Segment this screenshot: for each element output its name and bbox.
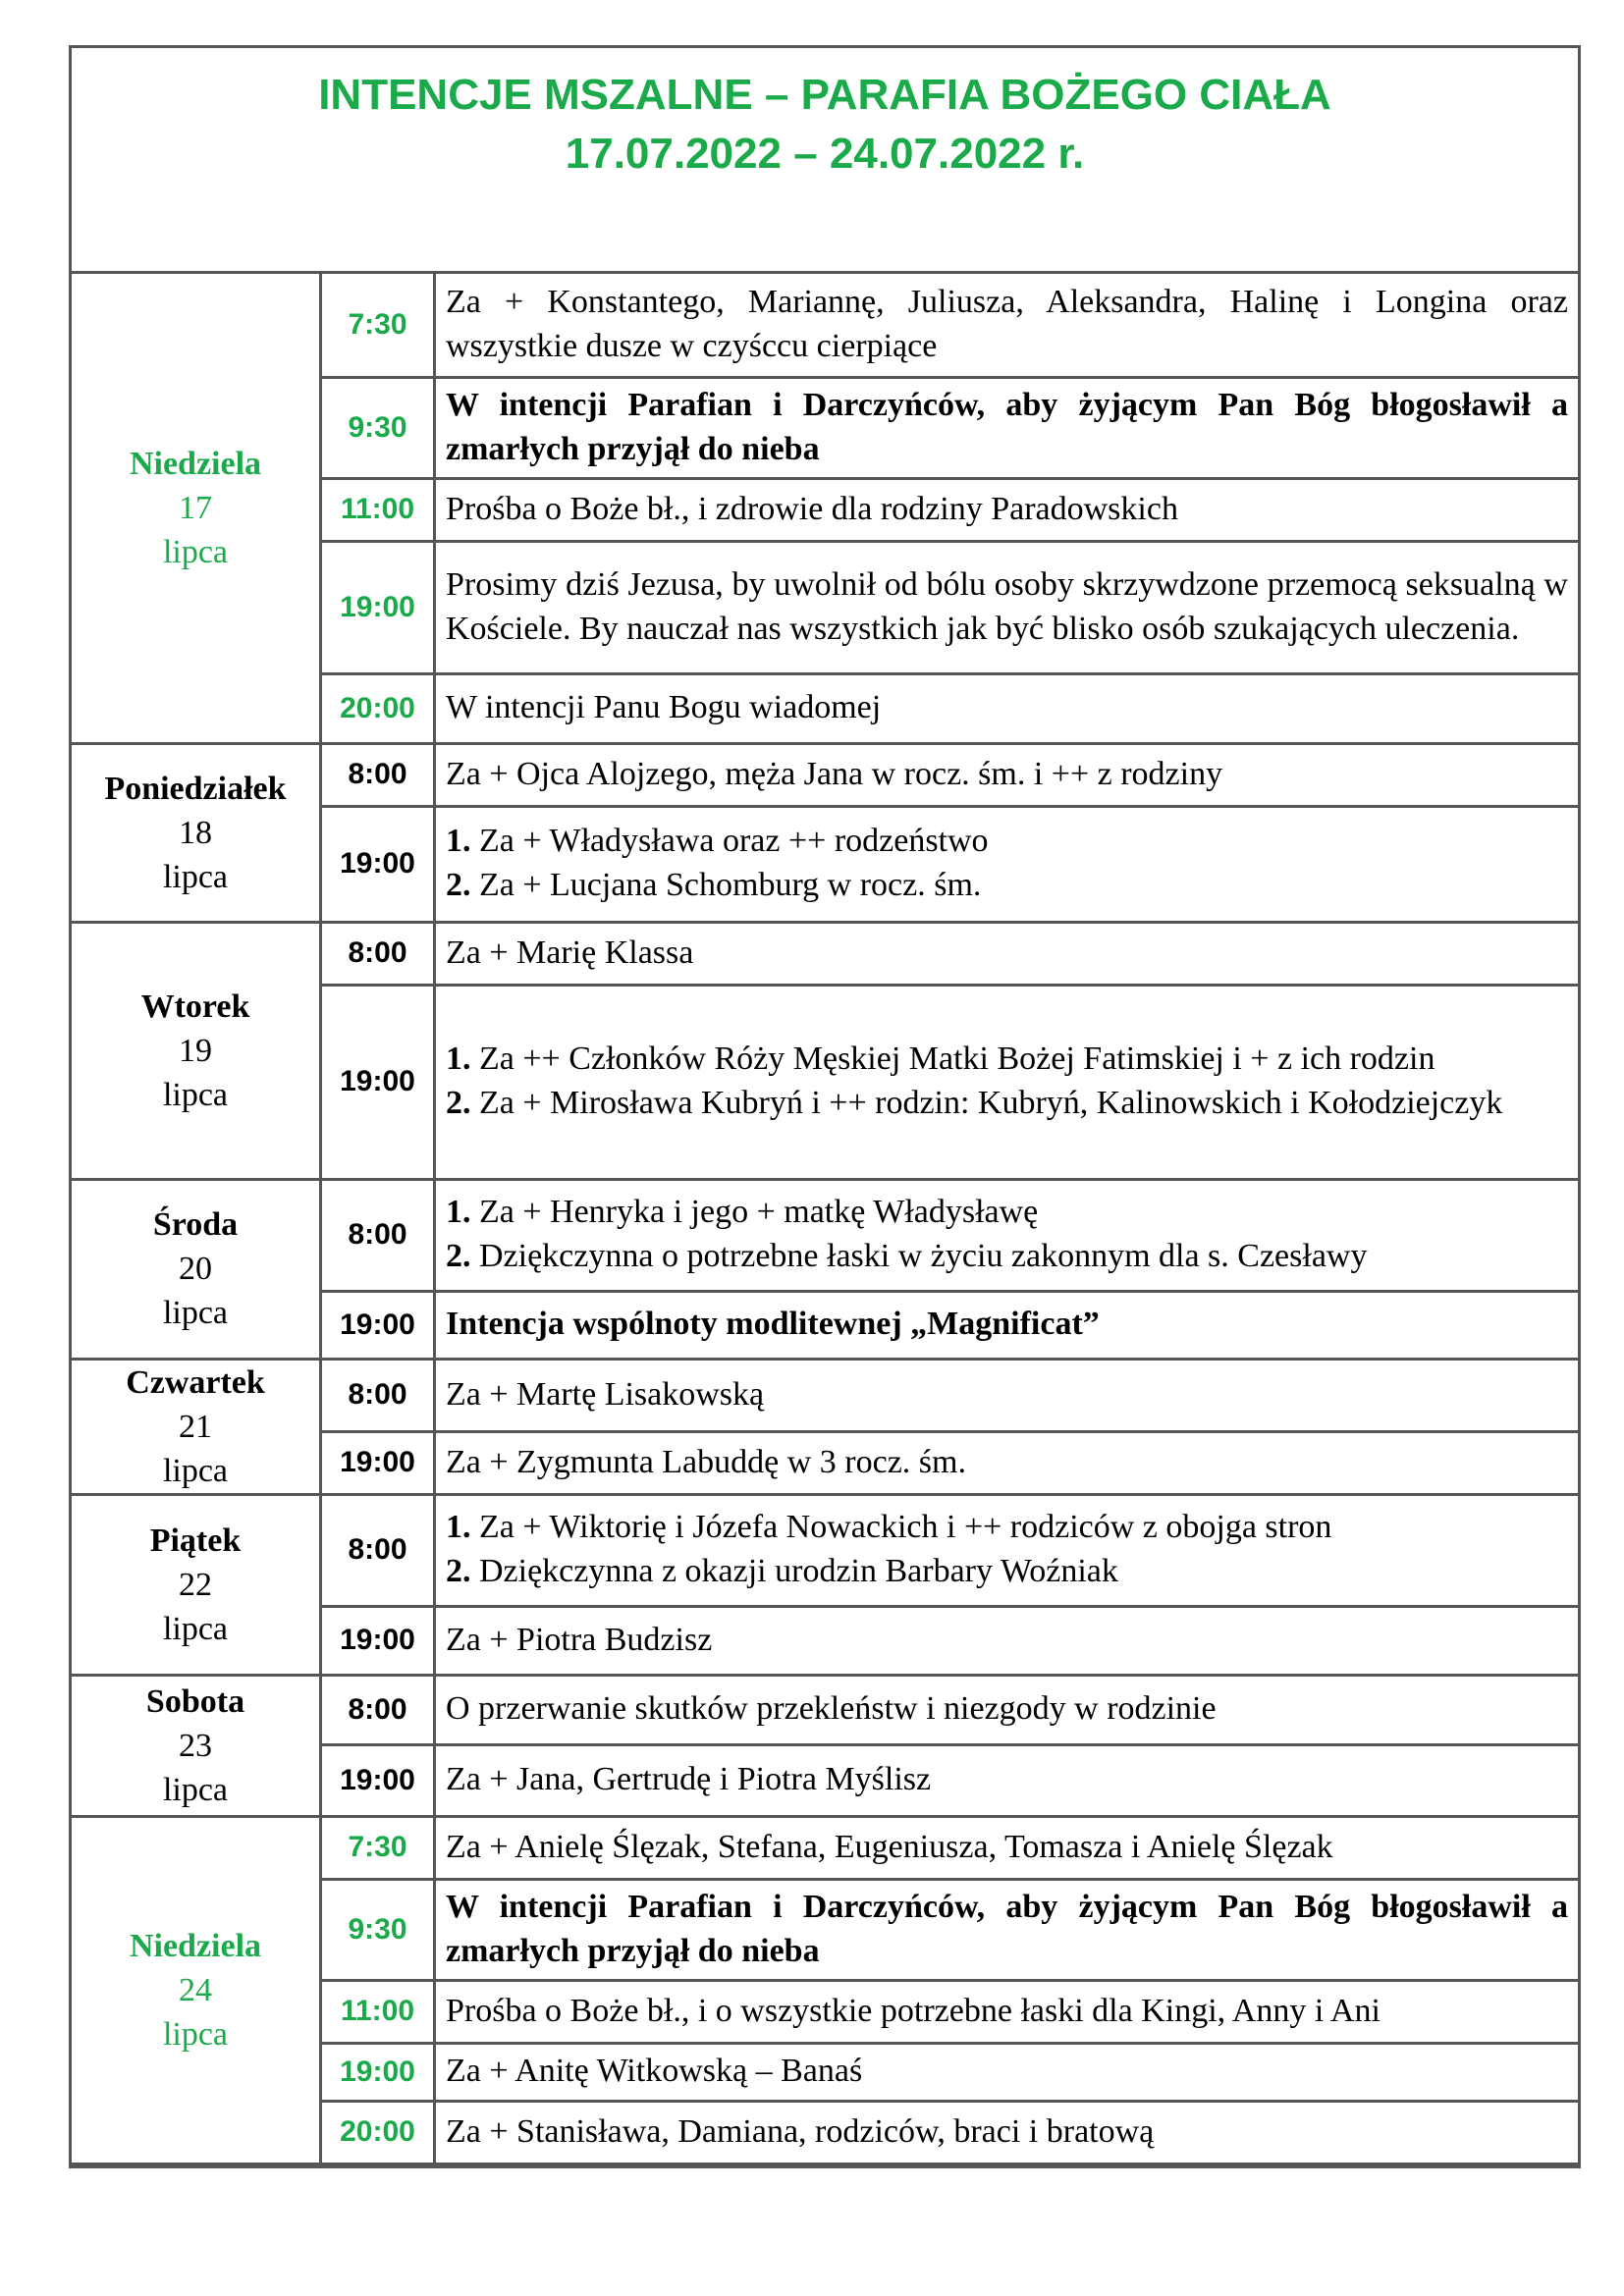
day-name: Sobota <box>145 1682 245 1720</box>
day-cell <box>72 1816 321 2163</box>
intention-text: Prośba o Boże bł., i zdrowie dla rodziny Paradowskich <box>446 490 1178 527</box>
schedule-sheet <box>69 45 1581 2168</box>
day-month: lipca <box>162 858 229 895</box>
day-name: Czwartek <box>126 1363 265 1401</box>
mass-time: 11:00 <box>321 478 435 541</box>
mass-intention <box>435 1431 1579 1494</box>
page-title: INTENCJE MSZALNE – PARAFIA BOŻEGO CIAŁA <box>318 71 1331 119</box>
day-cell <box>72 274 321 743</box>
intention-number: 1. <box>446 1194 471 1230</box>
intention-item <box>446 1037 1568 1081</box>
intention-text: Dziękczynna z okazji urodzin Barbary Woźniak <box>479 1553 1118 1589</box>
mass-intention <box>435 1675 1579 1744</box>
mass-time: 8:00 <box>321 743 435 806</box>
intention-number: 2. <box>446 867 471 903</box>
mass-time: 19:00 <box>321 1606 435 1675</box>
day-cell <box>72 743 321 922</box>
day-month: lipca <box>162 1771 229 1808</box>
intention-text: Prosimy dziś Jezusa, by uwolnił od bólu osoby skrzywdzone przemocą seksualną w Kościele. By nauczał nas wszystkich jak być blisko osób szukających uleczenia. <box>446 565 1568 647</box>
day-cell <box>72 922 321 1179</box>
day-name: Niedziela <box>129 1927 262 1964</box>
date-range: 17.07.2022 – 24.07.2022 r. <box>565 130 1085 178</box>
intention-item <box>446 1505 1568 1549</box>
day-month: lipca <box>162 1295 229 1331</box>
mass-row <box>72 1494 1578 1606</box>
mass-row <box>72 922 1578 985</box>
day-name: Poniedziałek <box>104 770 287 807</box>
intention-item <box>446 1190 1568 1234</box>
mass-intention <box>435 2101 1579 2163</box>
mass-intention <box>435 743 1579 806</box>
mass-time: 19:00 <box>321 2043 435 2101</box>
mass-intention <box>435 1291 1579 1359</box>
mass-intention <box>435 1494 1579 1606</box>
mass-time: 19:00 <box>321 1431 435 1494</box>
mass-time: 9:30 <box>321 1879 435 1980</box>
intention-number: 1. <box>446 1509 471 1545</box>
day-month: lipca <box>162 2015 229 2053</box>
day-month: lipca <box>162 533 229 570</box>
mass-time: 8:00 <box>321 1675 435 1744</box>
mass-time: 19:00 <box>321 1291 435 1359</box>
mass-time: 19:00 <box>321 1744 435 1816</box>
intention-text: Za + Zygmunta Labuddę w 3 rocz. śm. <box>446 1443 966 1480</box>
intention-number: 1. <box>446 1041 471 1077</box>
intention-item <box>446 1234 1568 1278</box>
mass-row <box>72 1359 1578 1431</box>
intention-text: W intencji Panu Bogu wiadomej <box>446 689 882 725</box>
intention-item <box>446 1549 1568 1593</box>
mass-intention <box>435 274 1579 377</box>
intention-text: Za + Marię Klassa <box>446 934 694 971</box>
day-date: 19 <box>179 1032 212 1069</box>
intention-number: 2. <box>446 1085 471 1121</box>
day-date: 22 <box>179 1566 212 1603</box>
intention-text: Za + Konstantego, Mariannę, Juliusza, Aleksandra, Halinę i Longina oraz wszystkie dusze w czyśccu cierpiące <box>446 283 1568 364</box>
day-name: Środa <box>152 1206 239 1243</box>
mass-intention <box>435 1980 1579 2043</box>
mass-intention <box>435 922 1579 985</box>
day-name: Piątek <box>149 1522 242 1559</box>
document-header <box>72 48 1578 274</box>
intention-text: Za + Mirosława Kubryń i ++ rodzin: Kubryń, Kalinowskich i Kołodziejczyk <box>479 1085 1503 1121</box>
mass-intention <box>435 1606 1579 1675</box>
mass-row <box>72 1179 1578 1291</box>
intention-item <box>446 863 1568 907</box>
mass-time: 20:00 <box>321 673 435 743</box>
mass-intention <box>435 673 1579 743</box>
intention-text: Dziękczynna o potrzebne łaski w życiu zakonnym dla s. Czesławy <box>479 1238 1368 1274</box>
intention-number: 2. <box>446 1238 471 1274</box>
intention-text: Za + Wiktorię i Józefa Nowackich i ++ rodziców z obojga stron <box>479 1509 1332 1545</box>
intention-text: Za + Henryka i jego + matkę Władysławę <box>479 1194 1039 1230</box>
intention-text: Za + Stanisława, Damiana, rodziców, braci i bratową <box>446 2112 1155 2150</box>
mass-row <box>72 743 1578 806</box>
mass-time: 7:30 <box>321 274 435 377</box>
mass-intention <box>435 1744 1579 1816</box>
mass-time: 7:30 <box>321 1816 435 1879</box>
mass-intention <box>435 1359 1579 1431</box>
day-month: lipca <box>162 1452 229 1489</box>
intention-text: Za + Lucjana Schomburg w rocz. śm. <box>479 867 982 903</box>
mass-row <box>72 274 1578 377</box>
mass-time: 9:30 <box>321 377 435 478</box>
day-name: Wtorek <box>140 988 250 1025</box>
mass-intentions-table <box>72 274 1578 2165</box>
intention-text: Za + Anielę Ślęzak, Stefana, Eugeniusza, Tomasza i Anielę Ślęzak <box>446 1828 1333 1865</box>
day-cell <box>72 1494 321 1675</box>
mass-time: 20:00 <box>321 2101 435 2163</box>
day-month: lipca <box>162 1076 229 1113</box>
mass-intention <box>435 806 1579 922</box>
intention-number: 1. <box>446 823 471 859</box>
day-date: 17 <box>179 489 212 526</box>
day-month: lipca <box>162 1610 229 1647</box>
intention-text: Za + Władysława oraz ++ rodzeństwo <box>479 823 989 859</box>
mass-intention <box>435 2043 1579 2101</box>
day-date: 20 <box>179 1251 212 1287</box>
intention-text: Prośba o Boże bł., i o wszystkie potrzebne łaski dla Kingi, Anny i Ani <box>446 1992 1380 2029</box>
day-name: Niedziela <box>129 445 262 482</box>
intention-text: Za + Piotra Budzisz <box>446 1621 713 1658</box>
day-cell <box>72 1359 321 1494</box>
day-date: 18 <box>179 814 212 851</box>
intention-item <box>446 1081 1568 1125</box>
day-cell <box>72 1179 321 1359</box>
intention-text: Za + Jana, Gertrudę i Piotra Myślisz <box>446 1761 932 1797</box>
mass-intention <box>435 1179 1579 1291</box>
mass-time: 8:00 <box>321 922 435 985</box>
day-date: 23 <box>179 1727 212 1764</box>
mass-intention <box>435 478 1579 541</box>
mass-time: 19:00 <box>321 806 435 922</box>
intention-text: Za ++ Członków Róży Męskiej Matki Bożej Fatimskiej i + z ich rodzin <box>479 1041 1435 1077</box>
intention-number: 2. <box>446 1553 471 1589</box>
mass-time: 19:00 <box>321 541 435 673</box>
mass-time: 11:00 <box>321 1980 435 2043</box>
intention-text: Za + Ojca Alojzego, męża Jana w rocz. śm. i ++ z rodziny <box>446 755 1223 792</box>
mass-intention <box>435 377 1579 478</box>
intention-text: Za + Anitę Witkowską – Banaś <box>446 2053 863 2089</box>
mass-row <box>72 1816 1578 1879</box>
intention-text: W intencji Parafian i Darczyńców, aby żyjącym Pan Bóg błogosławił a zmarłych przyjął do nieba <box>446 1888 1568 1969</box>
mass-time: 8:00 <box>321 1179 435 1291</box>
mass-intention <box>435 541 1579 673</box>
day-date: 24 <box>179 1971 212 2008</box>
mass-intention <box>435 985 1579 1179</box>
intention-text: O przerwanie skutków przekleństw i niezgody w rodzinie <box>446 1690 1217 1727</box>
day-date: 21 <box>179 1408 212 1445</box>
intention-text: Intencja wspólnoty modlitewnej „Magnificat” <box>446 1306 1100 1342</box>
mass-time: 8:00 <box>321 1359 435 1431</box>
mass-intention <box>435 1879 1579 1980</box>
mass-time: 19:00 <box>321 985 435 1179</box>
intention-text: Za + Martę Lisakowską <box>446 1375 765 1413</box>
intention-item <box>446 819 1568 863</box>
mass-time: 8:00 <box>321 1494 435 1606</box>
mass-intention <box>435 1816 1579 1879</box>
intention-text: W intencji Parafian i Darczyńców, aby żyjącym Pan Bóg błogosławił a zmarłych przyjął do nieba <box>446 386 1568 467</box>
mass-row <box>72 1675 1578 1744</box>
day-cell <box>72 1675 321 1816</box>
